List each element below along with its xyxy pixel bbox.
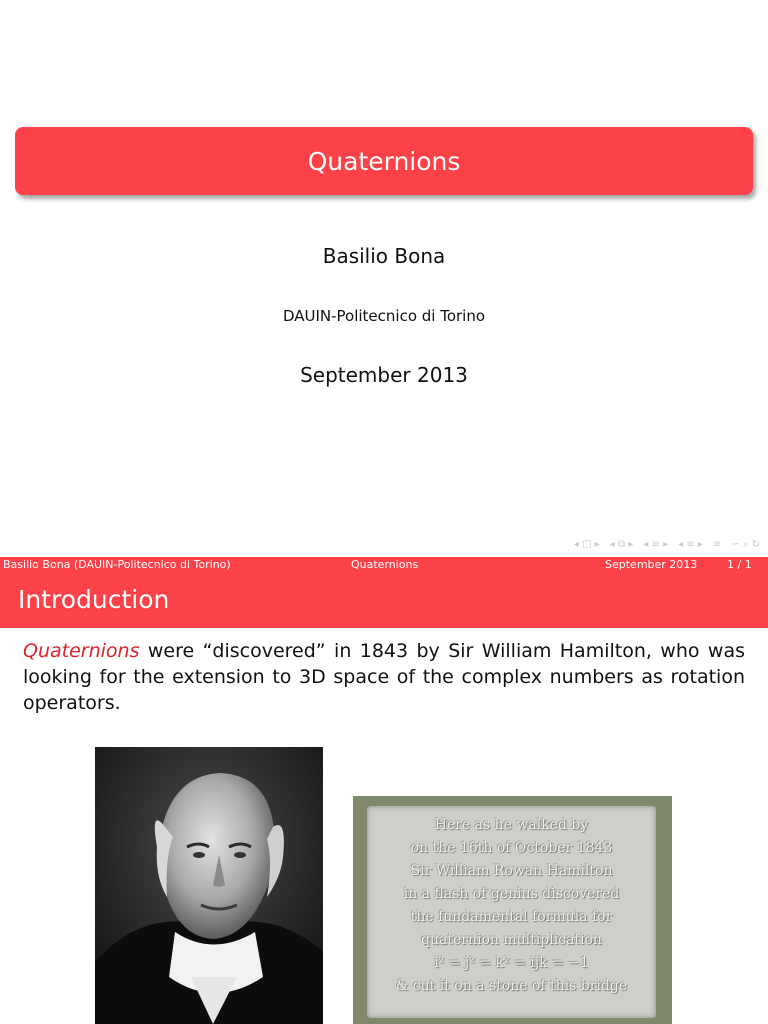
slide-footer <box>0 557 768 573</box>
emphasized-term: Quaternions <box>23 640 140 662</box>
institute-name: DAUIN-Politecnico di Torino <box>282 307 486 325</box>
portrait-drawing <box>95 747 323 1024</box>
plaque-line: in a flash of genius discovered <box>403 886 620 902</box>
author-name: Basilio Bona <box>322 244 446 268</box>
plaque-inscription <box>373 814 650 998</box>
frame-title: Introduction <box>18 585 170 614</box>
title-box <box>15 127 753 195</box>
frame-nav-icon[interactable]: ◂ □ ▸ <box>573 539 600 550</box>
intro-text: were “discovered” in 1843 by Sir William Hamilton, who was looking for the extension to 3D space of the complex numbers as rotation operators. <box>23 640 745 714</box>
plaque-line: Here as he walked by <box>434 817 589 833</box>
hamilton-portrait-image <box>95 747 323 1024</box>
plaque-line: on the 16th of October 1843 <box>410 840 613 856</box>
presentation-title: Quaternions <box>307 146 461 176</box>
plaque-line: quaternion multiplication <box>421 932 602 948</box>
subsection-nav-icon[interactable]: ◂ ⧉ ▸ <box>609 539 634 550</box>
presentation-date: September 2013 <box>300 363 468 387</box>
search-icon[interactable]: ∽ ⌕ ↻ <box>731 539 760 550</box>
section-nav-icon[interactable]: ◂ ≡ ▸ <box>643 539 669 550</box>
footer-author: Basilio Bona (DAUIN-Politecnico di Torino) <box>3 558 231 571</box>
plaque-line: & cut it on a stone of this bridge <box>395 978 628 994</box>
navigation-bar <box>574 539 760 553</box>
intro-slide <box>0 557 768 1024</box>
footer-page-number: 1 / 1 <box>727 558 752 571</box>
intro-paragraph <box>23 638 745 716</box>
plaque-stone <box>367 806 656 1018</box>
plaque-line: i² = j² = k² = ijk = −1 <box>434 955 589 971</box>
menu-icon[interactable]: ≡ <box>712 539 722 550</box>
section-nav-icon[interactable]: ◂ ≡ ▸ <box>678 539 703 550</box>
plaque-line: the fundamental formula for <box>410 909 613 925</box>
plaque-line: Sir William Rowan Hamilton <box>410 863 613 879</box>
footer-title: Quaternions <box>351 558 419 571</box>
frame-title-bar <box>0 573 768 628</box>
broom-bridge-plaque-image <box>353 796 672 1024</box>
footer-date: September 2013 <box>605 558 698 571</box>
